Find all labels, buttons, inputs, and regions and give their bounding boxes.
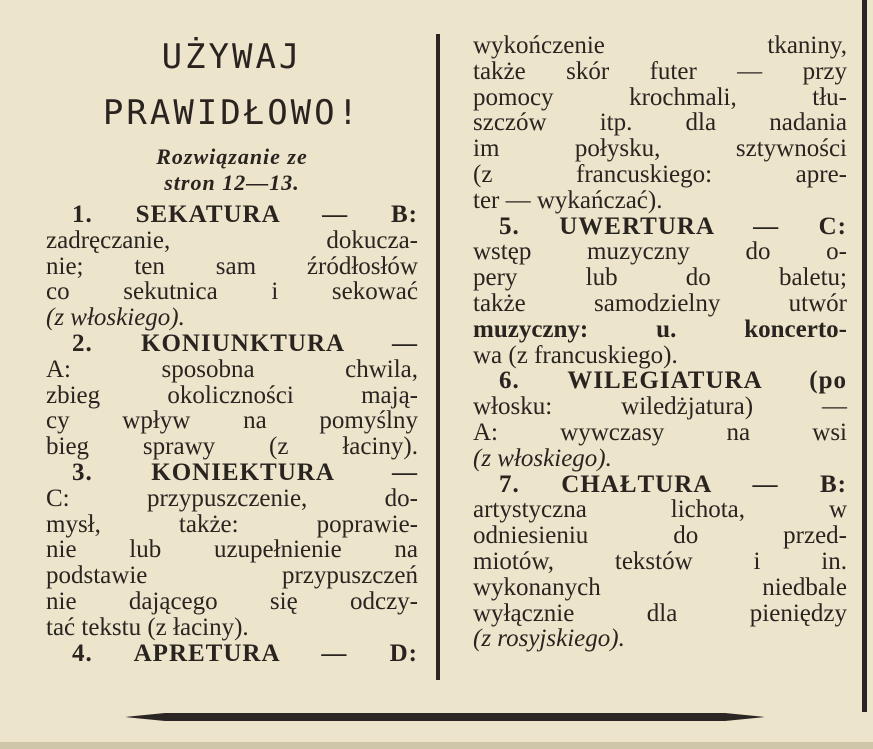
entry-5-text: pery lub do baletu; [473, 264, 847, 292]
entry-7-heading: 7. CHAŁTURA — B: [499, 470, 847, 498]
entry-3-text: mysł, także: poprawie- [46, 510, 418, 538]
entry-4-text: im połysku, sztywności [473, 135, 847, 163]
entry-7-text: miotów, tekstów i in. [473, 547, 847, 575]
entry-3-text: nie lub uzupełnienie na [46, 536, 418, 564]
entry-1-text: zadręczanie, dokucza- [46, 226, 418, 254]
right-border-rule [862, 0, 867, 712]
entry-5-text: także samodzielny utwór [473, 289, 847, 317]
entry-4-heading: 4. APRETURA — D: [72, 639, 418, 667]
right-column [473, 33, 847, 652]
entry-4-text: ter — wykańczać). [473, 186, 663, 214]
entry-7-text: odniesieniu do przed- [473, 522, 847, 550]
entry-2-heading: 2. KONIUNKTURA — [72, 329, 418, 357]
entry-4-text: szczów itp. dla nadania [473, 109, 847, 137]
entry-4-text: także skór futer — przy [473, 57, 847, 85]
entry-2-text: A: sposobna chwila, [46, 355, 418, 383]
entry-5 [473, 214, 847, 369]
entry-7 [473, 472, 847, 653]
entry-1-heading: 1. SEKATURA — B: [72, 201, 418, 228]
entry-6-text: włosku: wiledżjatura) — [473, 393, 847, 421]
bottom-edge [0, 742, 873, 749]
entry-7-text: wyłącznie dla pieniędzy [473, 599, 847, 627]
entry-5-text: wa (z francuskiego). [473, 341, 678, 369]
entry-3 [46, 460, 418, 641]
entry-2-text: zbieg okoliczności mają- [46, 381, 418, 409]
entry-3-text: C: przypuszczenie, do- [46, 484, 418, 512]
entry-7-origin: (z rosyjskiego). [473, 625, 625, 653]
entry-5-text: wstęp muzyczny do o- [473, 238, 847, 266]
entry-4-text: pomocy krochmali, tłu- [473, 83, 847, 111]
entry-5-heading: 5. UWERTURA — C: [499, 212, 847, 240]
entry-3-text: podstawie przypuszczeń [46, 562, 418, 590]
entry-6-text: A: wywczasy na wsi [473, 418, 847, 446]
entry-1-text: co sekutnica i sekować [46, 278, 418, 306]
entry-3-text: tać tekstu (z łaciny). [46, 613, 249, 641]
entry-6 [473, 368, 847, 471]
entry-4-text: wykończenie tkaniny, [473, 32, 847, 59]
entry-4-start [46, 641, 418, 667]
subtitle-line-1: Rozwiązanie ze [156, 144, 308, 169]
entry-6-origin: (z włoskiego). [473, 444, 612, 472]
entry-3-text: nie dającego się odczy- [46, 587, 418, 615]
entry-1-origin: (z włoskiego). [46, 304, 185, 332]
left-column [46, 30, 418, 666]
decorative-divider [125, 710, 765, 724]
entry-6-heading: 6. WILEGIATURA (po [499, 367, 847, 395]
entry-7-text: artystyczna lichota, w [473, 496, 847, 524]
headline-line-2: PRAWIDŁOWO! [102, 93, 362, 133]
entry-4-continued [473, 33, 847, 214]
entry-2-text: bieg sprawy (z łaciny). [46, 433, 418, 461]
entry-1-text: nie; ten sam źródłosłów [46, 252, 418, 280]
entry-7-text: wykonanych niedbale [473, 573, 847, 601]
headline-line-1: UŻYWAJ [161, 37, 303, 77]
entry-2 [46, 331, 418, 460]
subtitle-line-2: stron 12—13. [164, 170, 300, 195]
entry-3-heading: 3. KONIEKTURA — [72, 458, 418, 486]
entry-2-text: cy wpływ na pomyślny [46, 407, 418, 435]
entry-1 [46, 202, 418, 331]
column-divider-rule [436, 34, 440, 680]
entry-5-text: muzyczny: u. koncerto- [473, 315, 847, 343]
entry-4-text: (z francuskiego: apre- [473, 160, 847, 188]
